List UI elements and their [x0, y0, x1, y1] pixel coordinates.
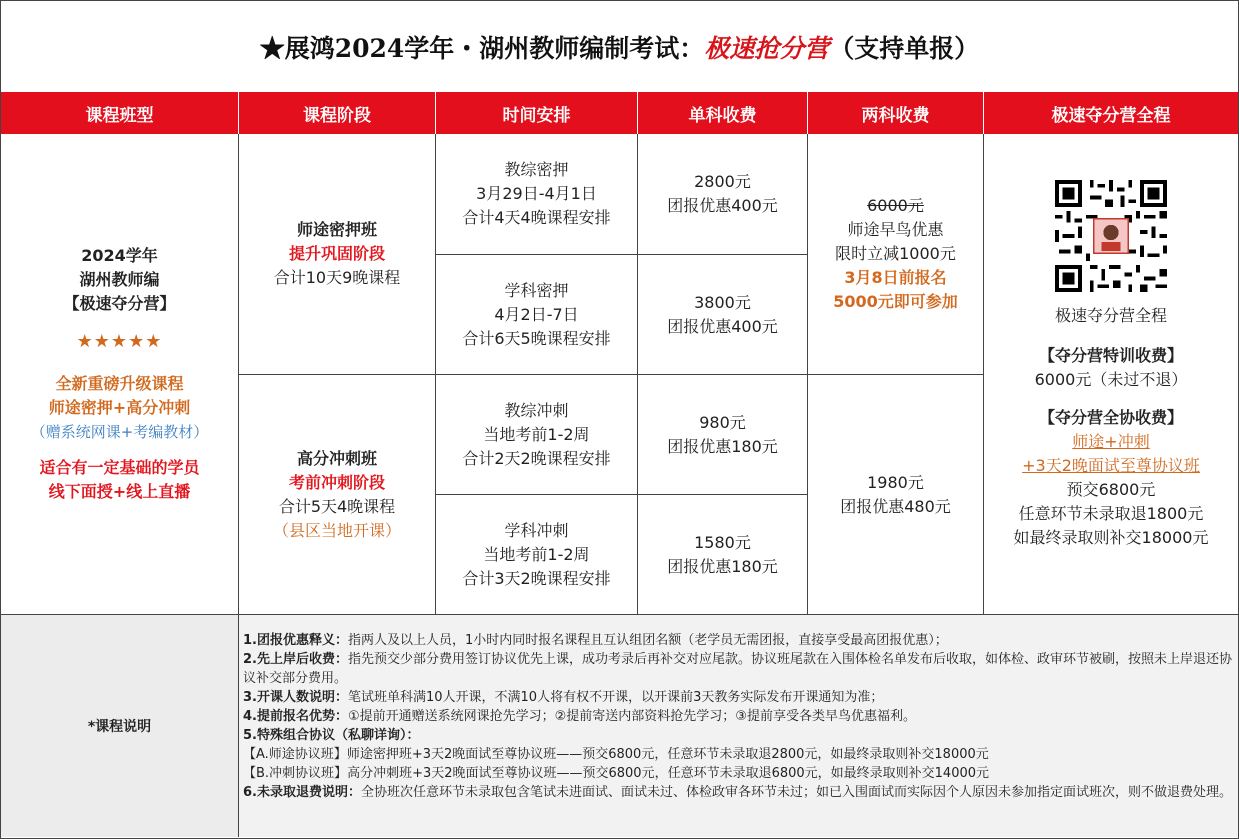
schedule-cell: 学科密押 4月2日-7日 合计6天5晚课程安排	[436, 255, 638, 375]
note-item: 4.提前报名优势：①提前开通赠送系统网课抢先学习；②提前寄送内部资料抢先学习；③提前享受各类早鸟优惠福利。	[243, 709, 916, 724]
agreement-link[interactable]: +3天2晚面试至尊协议班	[1022, 456, 1200, 475]
stage-cell-2: 高分冲刺班 考前冲刺阶段 合计5天4晚课程 （县区当地开课）	[239, 375, 436, 615]
header-full-camp: 极速夺分营全程	[984, 92, 1238, 134]
title-highlight: 极速抢分营	[704, 33, 830, 63]
note-item: 5.特殊组合协议（私聊详询）：	[243, 728, 420, 743]
single-fee-cell: 2800元 团报优惠400元	[638, 134, 808, 255]
single-fee-cell: 1580元 团报优惠180元	[638, 495, 808, 615]
double-fee-cell-1: 6000元 师途早鸟优惠 限时立减1000元 3月8日前报名 5000元即可参加	[808, 134, 984, 375]
header-course-type: 课程班型	[1, 92, 239, 134]
original-price: 6000元	[867, 196, 924, 215]
header-single-fee: 单科收费	[638, 92, 808, 134]
stage-cell-1: 师途密押班 提升巩固阶段 合计10天9晚课程	[239, 134, 436, 375]
rating-stars: ★★★★★	[76, 331, 163, 352]
header-schedule: 时间安排	[436, 92, 638, 134]
course-type-cell: 2024学年 湖州教师编 【极速夺分营】 ★★★★★ 全新重磅升级课程 师途密押+高分冲刺 （赠系统网课+考编教材） 适合有一定基础的学员 线下面授+线上直播	[1, 134, 239, 615]
course-notes	[239, 615, 1238, 837]
double-fee-cell-2: 1980元 团报优惠480元	[808, 375, 984, 615]
note-item: 【A.师途协议班】师途密押班+3天2晚面试至尊协议班——预交6800元，任意环节未录取退2800元，如最终录取则补交18000元	[243, 747, 989, 762]
header-double-fee: 两科收费	[808, 92, 984, 134]
note-item: 1.团报优惠释义：指两人及以上人员，1小时内同时报名课程且互认组团名额（老学员无需团报，直接享受最高团报优惠）；	[243, 633, 948, 648]
note-item: 2.先上岸后收费：指先预交少部分费用签订协议优先上课，成功考录后再补交对应尾款。协议班尾款在入围体检名单发布后收取，如体检、政审环节被刷，按照未上岸退还协议补交部分费用。	[243, 652, 1232, 686]
qr-code-icon[interactable]	[1055, 180, 1167, 292]
page-title: ★展鸿2024学年・湖州教师编制考试： 极速抢分营 （支持单报）	[1, 1, 1238, 92]
note-item: 6.未录取退费说明：全协班次任意环节未录取包含笔试未进面试、面试未过、体检政审各环节未过；如已入围面试而实际因个人原因未参加指定面试班次，则不做退费处理。	[243, 785, 1232, 800]
single-fee-cell: 980元 团报优惠180元	[638, 375, 808, 495]
note-item: 【B.冲刺协议班】高分冲刺班+3天2晚面试至尊协议班——预交6800元，任意环节未录取退6800元，如最终录取则补交14000元	[243, 766, 990, 781]
single-fee-cell: 3800元 团报优惠400元	[638, 255, 808, 375]
header-course-stage: 课程阶段	[239, 92, 436, 134]
schedule-cell: 学科冲刺 当地考前1-2周 合计3天2晚课程安排	[436, 495, 638, 615]
schedule-cell: 教综冲刺 当地考前1-2周 合计2天2晚课程安排	[436, 375, 638, 495]
agreement-link[interactable]: 师途+冲刺	[1072, 432, 1150, 451]
notes-label: *课程说明	[1, 615, 239, 837]
schedule-cell: 教综密押 3月29日-4月1日 合计4天4晚课程安排	[436, 134, 638, 255]
note-item: 3.开课人数说明：笔试班单科满10人开课，不满10人将有权不开课，以开课前3天教务实际发布开课通知为准；	[243, 690, 884, 705]
full-camp-cell: 极速夺分营全程 【夺分营特训收费】 6000元（未过不退） 【夺分营全协收费】 师途+冲刺 +3天2晚面试至尊协议班 预交6800元 任意环节未录取退1800元 如最终录取则补交18000元	[984, 134, 1238, 615]
